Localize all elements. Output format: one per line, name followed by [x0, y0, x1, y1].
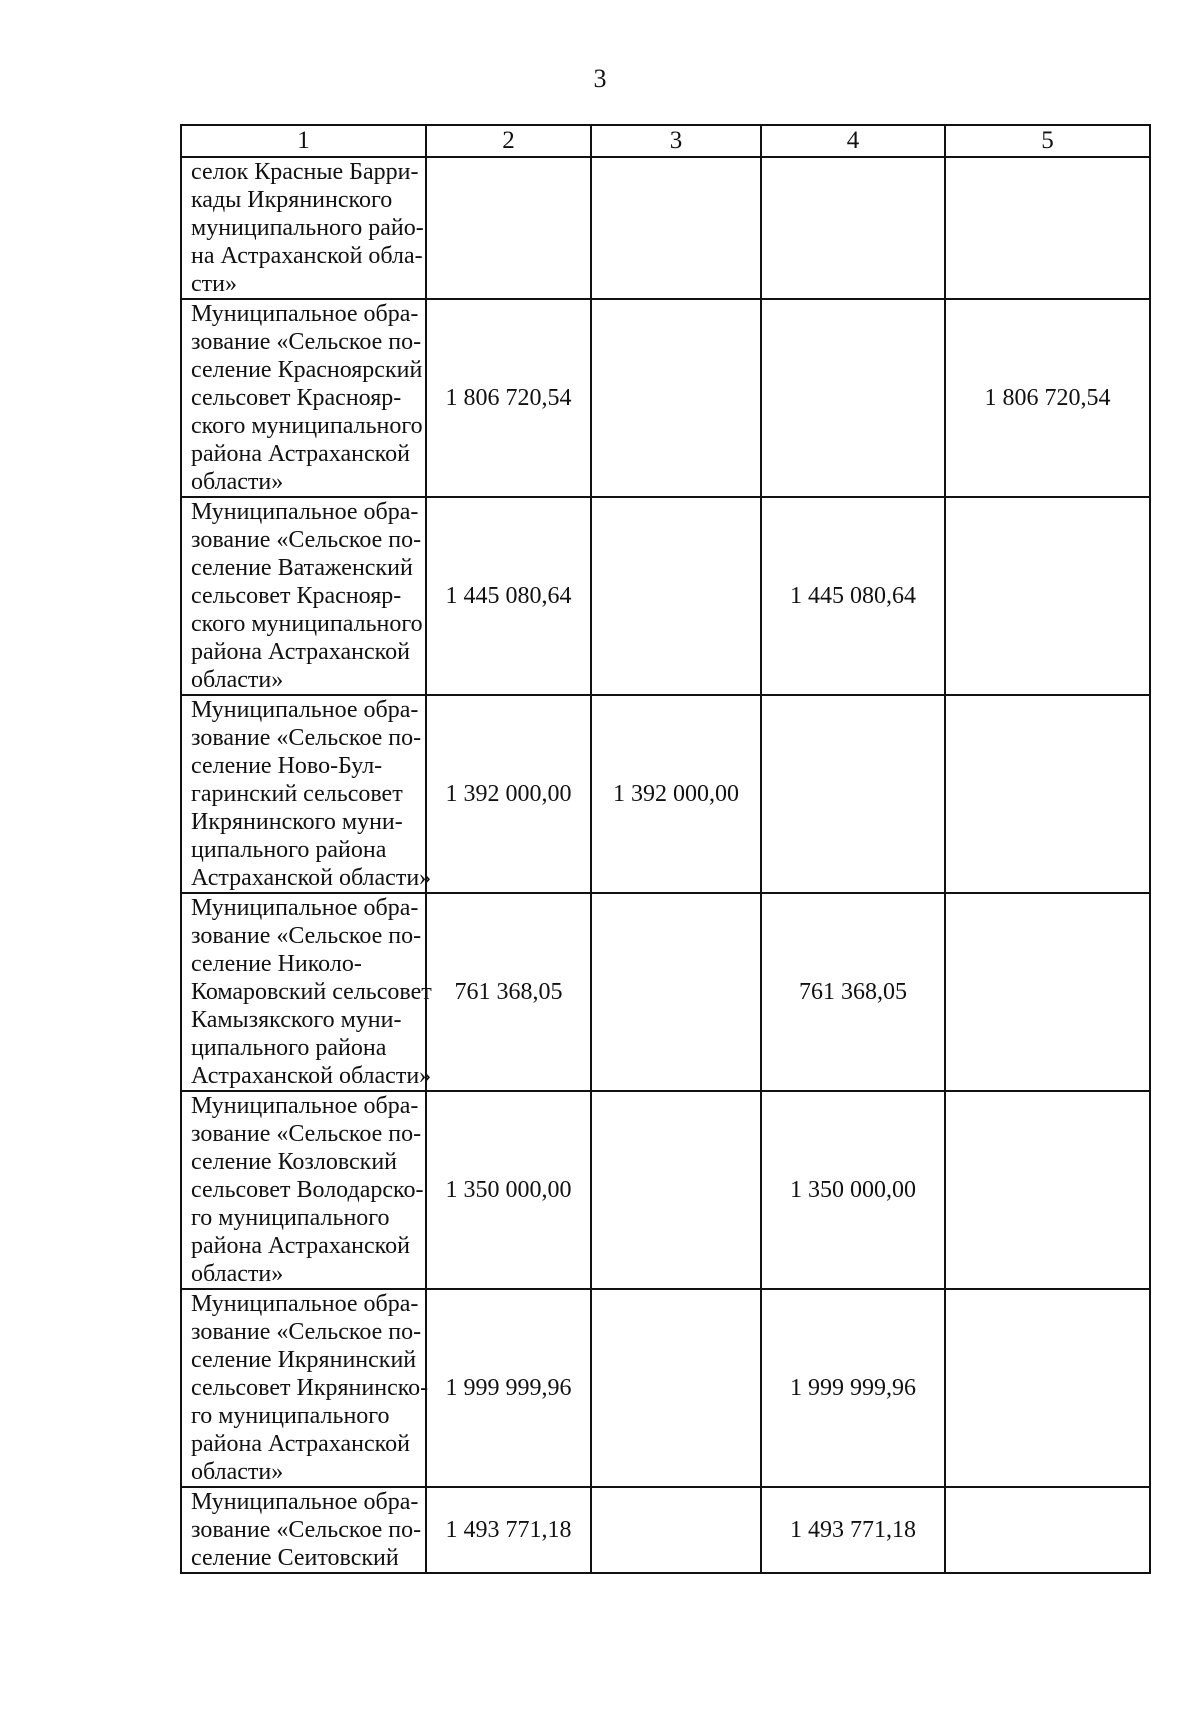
municipality-name-line: сельсовет Краснояр- — [191, 583, 402, 609]
municipality-name-cell — [181, 1091, 426, 1289]
table-row — [181, 157, 1150, 299]
amount-cell-col-5 — [945, 695, 1150, 893]
amount-cell-col-5 — [945, 893, 1150, 1091]
amount-cell-col-3 — [591, 157, 761, 299]
municipality-name-line: Муниципальное обра- — [191, 1489, 419, 1515]
amount-cell-col-3 — [591, 1091, 761, 1289]
amount-cell-col-3 — [591, 1487, 761, 1573]
municipality-name-line: зование «Сельское по- — [191, 329, 422, 355]
municipality-name-line: ципального района — [191, 837, 387, 863]
table-row — [181, 497, 1150, 695]
municipality-name-cell — [181, 893, 432, 1091]
amount-cell-col-2: 1 445 080,64 — [426, 497, 591, 695]
municipality-name-line: Муниципальное обра- — [191, 895, 419, 921]
municipality-name-line: области» — [191, 1261, 284, 1287]
municipality-name-line: зование «Сельское по- — [191, 527, 422, 553]
amount-cell-col-3 — [591, 1289, 761, 1487]
municipality-name-line: кады Икрянинского — [191, 187, 393, 213]
municipality-name-cell — [181, 299, 426, 497]
municipality-name-line: Муниципальное обра- — [191, 1093, 419, 1119]
municipality-name-line: на Астраханской обла- — [191, 243, 423, 269]
municipality-name-cell — [181, 695, 432, 893]
amount-cell-col-5 — [945, 1289, 1150, 1487]
amount-cell-col-4: 1 445 080,64 — [761, 497, 945, 695]
column-header-4: 4 — [761, 125, 945, 157]
municipality-name-line: Муниципальное обра- — [191, 1291, 419, 1317]
municipality-name-line: Астраханской области» — [191, 865, 432, 891]
amount-cell-col-2: 1 392 000,00 — [426, 695, 591, 893]
table-row — [181, 1091, 1150, 1289]
municipality-name-line: района Астраханской — [191, 639, 410, 665]
column-header-5: 5 — [945, 125, 1150, 157]
municipality-name-line: ского муниципального — [191, 611, 423, 637]
municipality-name-line: зование «Сельское по- — [191, 725, 422, 751]
municipality-name-line: Муниципальное обра- — [191, 697, 419, 723]
municipality-name-line: селение Николо- — [191, 951, 362, 977]
municipality-name-cell — [181, 1487, 426, 1573]
amount-cell-col-5: 1 806 720,54 — [945, 299, 1150, 497]
amount-cell-col-2 — [426, 157, 591, 299]
amount-cell-col-2: 1 350 000,00 — [426, 1091, 591, 1289]
table-row — [181, 1487, 1150, 1573]
municipality-name-line: Астраханской области» — [191, 1063, 432, 1089]
municipality-name-line: ского муниципального — [191, 413, 423, 439]
municipality-name-line: зование «Сельское по- — [191, 1121, 422, 1147]
municipality-name-line: муниципального райо- — [191, 215, 424, 241]
column-header-1: 1 — [181, 125, 426, 157]
amount-cell-col-4 — [761, 299, 945, 497]
amount-cell-col-5 — [945, 1487, 1150, 1573]
amount-cell-col-2: 761 368,05 — [426, 893, 591, 1091]
table-row — [181, 893, 1150, 1091]
municipality-name-cell — [181, 497, 426, 695]
amount-cell-col-4: 1 999 999,96 — [761, 1289, 945, 1487]
municipality-name-line: го муниципального — [191, 1205, 390, 1231]
municipality-name-cell — [181, 157, 426, 299]
municipality-name-line: Икрянинского муни- — [191, 809, 403, 835]
page-number: 3 — [593, 64, 607, 93]
municipality-name-line: селение Икрянинский — [191, 1347, 417, 1373]
amount-cell-col-5 — [945, 157, 1150, 299]
municipality-name-line: района Астраханской — [191, 441, 410, 467]
amount-cell-col-4 — [761, 695, 945, 893]
amount-cell-col-5 — [945, 497, 1150, 695]
municipality-name-cell — [181, 1289, 429, 1487]
amount-cell-col-3: 1 392 000,00 — [591, 695, 761, 893]
amount-cell-col-4: 761 368,05 — [761, 893, 945, 1091]
data-table — [180, 124, 1151, 1574]
municipality-name-line: гаринский сельсовет — [191, 781, 403, 807]
column-header-3: 3 — [591, 125, 761, 157]
municipality-name-line: области» — [191, 667, 284, 693]
amount-cell-col-2: 1 493 771,18 — [426, 1487, 591, 1573]
municipality-name-line: ципального района — [191, 1035, 387, 1061]
municipality-name-line: Муниципальное обра- — [191, 301, 419, 327]
municipality-name-line: селение Козловский — [191, 1149, 398, 1175]
municipality-name-line: сельсовет Володарско- — [191, 1177, 424, 1203]
municipality-name-line: сельсовет Икрянинско- — [191, 1375, 429, 1401]
amount-cell-col-4: 1 350 000,00 — [761, 1091, 945, 1289]
municipality-name-line: района Астраханской — [191, 1233, 410, 1259]
table-row — [181, 299, 1150, 497]
municipality-name-line: района Астраханской — [191, 1431, 410, 1457]
municipality-name-line: селение Ново-Бул- — [191, 753, 383, 779]
amount-cell-col-2: 1 999 999,96 — [426, 1289, 591, 1487]
table-row — [181, 695, 1150, 893]
municipality-name-line: зование «Сельское по- — [191, 1319, 422, 1345]
municipality-name-line: области» — [191, 1459, 284, 1485]
table-row — [181, 1289, 1150, 1487]
municipality-name-line: Комаровский сельсовет — [191, 979, 432, 1005]
municipality-name-line: Муниципальное обра- — [191, 499, 419, 525]
amount-cell-col-3 — [591, 893, 761, 1091]
municipality-name-line: селение Ватаженский — [191, 555, 413, 581]
column-header-2: 2 — [426, 125, 591, 157]
municipality-name-line: селение Сеитовский — [191, 1545, 399, 1571]
amount-cell-col-3 — [591, 299, 761, 497]
municipality-name-line: Камызякского муни- — [191, 1007, 402, 1033]
amount-cell-col-2: 1 806 720,54 — [426, 299, 591, 497]
municipality-name-line: сти» — [191, 271, 237, 297]
amount-cell-col-4 — [761, 157, 945, 299]
municipality-name-line: сельсовет Краснояр- — [191, 385, 402, 411]
municipality-name-line: селение Красноярский — [191, 357, 423, 383]
municipality-name-line: селок Красные Барри- — [191, 159, 419, 185]
municipality-name-line: зование «Сельское по- — [191, 1517, 422, 1543]
municipality-name-line: области» — [191, 469, 284, 495]
municipality-name-line: зование «Сельское по- — [191, 923, 422, 949]
table-header-row — [181, 125, 1150, 157]
municipality-name-line: го муниципального — [191, 1403, 390, 1429]
amount-cell-col-5 — [945, 1091, 1150, 1289]
amount-cell-col-4: 1 493 771,18 — [761, 1487, 945, 1573]
amount-cell-col-3 — [591, 497, 761, 695]
